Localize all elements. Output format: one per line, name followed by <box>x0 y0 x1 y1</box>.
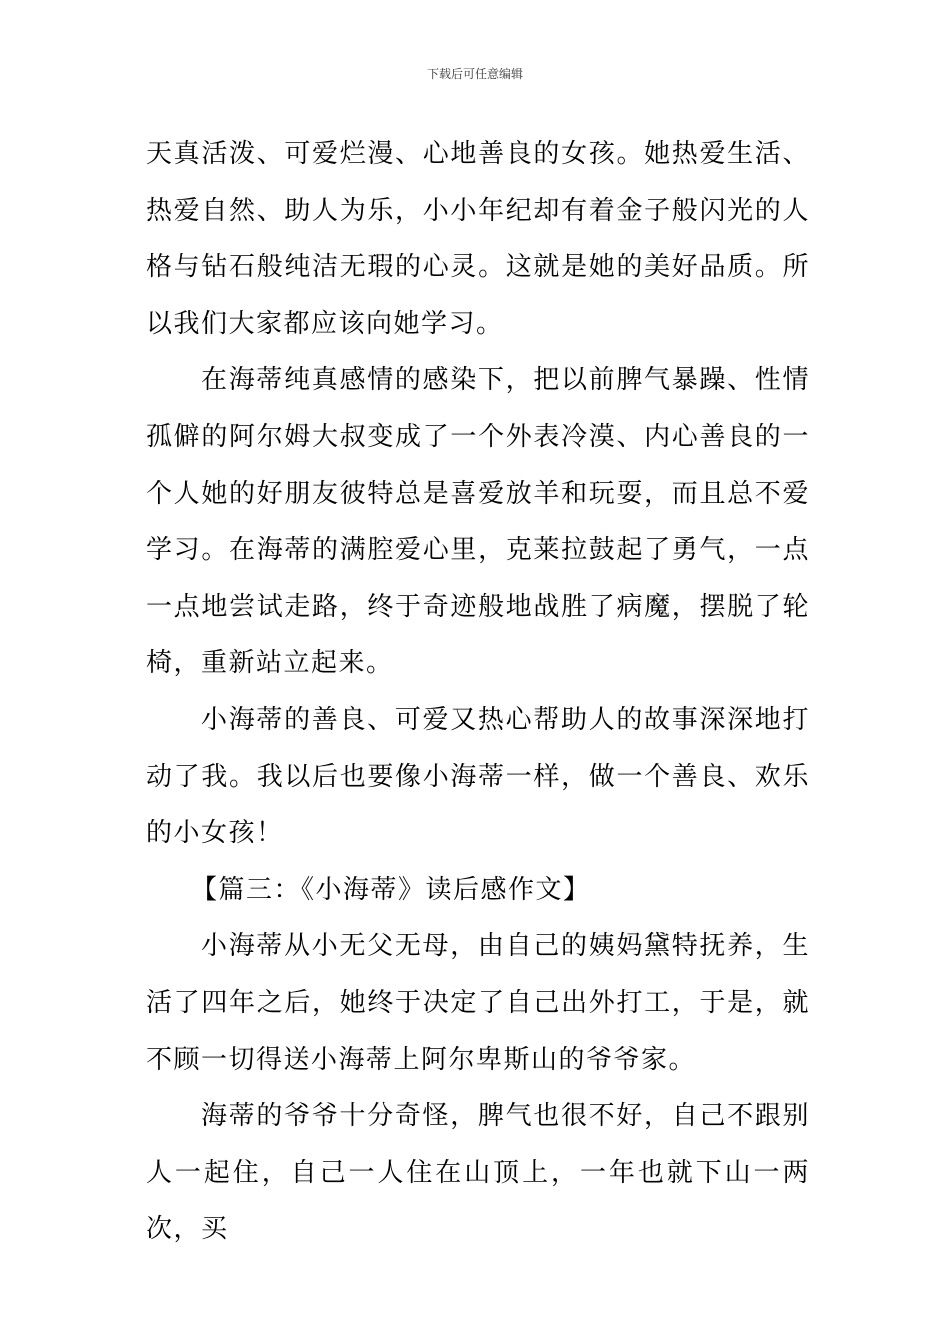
section-heading: 【篇三：《小海蒂》读后感作文】 <box>191 874 591 905</box>
document-body <box>146 126 810 1258</box>
paragraph-heidi-influence: 在海蒂纯真感情的感染下，把以前脾气暴躁、性情孤僻的阿尔姆大叔变成了一个外表冷漠、内心善良的一个人她的好朋友彼特总是喜爱放羊和玩耍，而且总不爱学习。在海蒂的满腔爱心里，克莱拉鼓起了勇气，一点一点地尝试走路，终于奇迹般地战胜了病魔，摆脱了轮椅，重新站立起来。 <box>146 365 810 679</box>
page-header-note: 下载后可任意编辑 <box>426 67 523 81</box>
paragraph-heidi-background: 小海蒂从小无父无母，由自己的姨妈黛特抚养，生活了四年之后，她终于决定了自己出外打工，于是，就不顾一切得送小海蒂上阿尔卑斯山的爷爷家。 <box>146 931 810 1075</box>
paragraph-reflection: 小海蒂的善良、可爱又热心帮助人的故事深深地打动了我。我以后也要像小海蒂一样，做一个善良、欢乐的小女孩！ <box>146 704 810 849</box>
paragraph-continuation: 天真活泼、可爱烂漫、心地善良的女孩。她热爱生活、热爱自然、助人为乐，小小年纪却有着金子般闪光的人格与钻石般纯洁无瑕的心灵。这就是她的美好品质。所以我们大家都应该向她学习。 <box>146 139 810 339</box>
paragraph-grandfather: 海蒂的爷爷十分奇怪，脾气也很不好，自己不跟别人一起住，自己一人住在山顶上，一年也就下山一两次，买 <box>146 1101 810 1245</box>
